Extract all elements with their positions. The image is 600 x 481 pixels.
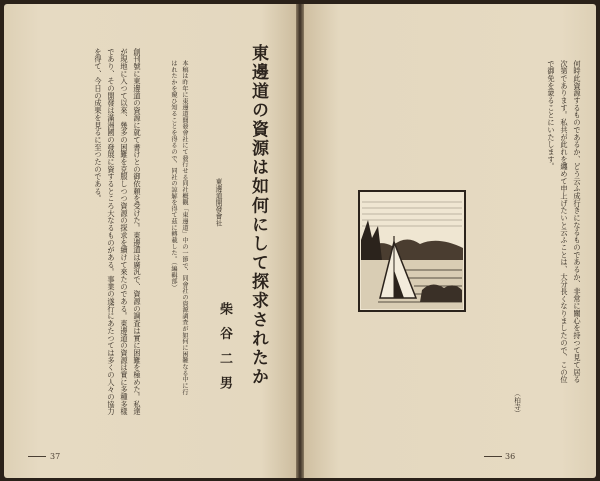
page-number-rule: [28, 456, 46, 457]
article-body: 創刊號に東邊道の資源に就て書けとの御依頼を受けた。東邊道は廣汎で、資源の調査は實に困難を極めた。私達が現地に入つて以來、幾多の困難を克服しつつ資源の探求を續けて來たのである。東邊道の資源は實に多種多樣であり、その開發は滿洲國の發展に資するところ大なるものがある。事業の遂行にあたつては多くの人々の協力を得て、今日の成果を見るに至つたのである。: [94, 48, 142, 416]
page-number-rule: [484, 456, 502, 457]
page-number-right: 36: [505, 452, 516, 461]
page-number-left: 37: [50, 452, 61, 461]
book-gutter: [296, 4, 304, 478]
woodcut-illustration: [358, 190, 466, 312]
continued-text: 何時此資源するものであるか、どう云ふ成行きになるものであるか、非常に關心を持つて見て居る次第であります。私共が此れを纏めて申上げたいと云ふことは、大分長くなりましたので、この位で御免を蒙ることにいたします。: [547, 60, 582, 384]
signature: （柏寺）: [513, 390, 521, 417]
article-title: 東邊道の資源は如何にして探求されたか: [248, 44, 268, 387]
author-name: 柴谷二男: [217, 302, 232, 401]
editor-note: 本稿は昨年に東邊道開發會社にて發行せる同社概觀「東邊道」中の一節で、同會社の資源調査が如何に困難なる中に行はれたかを窺ひ知ることを得るので、同社の諒解を得て茲に轉載した。（編輯部）: [170, 60, 188, 396]
author-affiliation: 東邊道開發會社: [214, 178, 222, 227]
